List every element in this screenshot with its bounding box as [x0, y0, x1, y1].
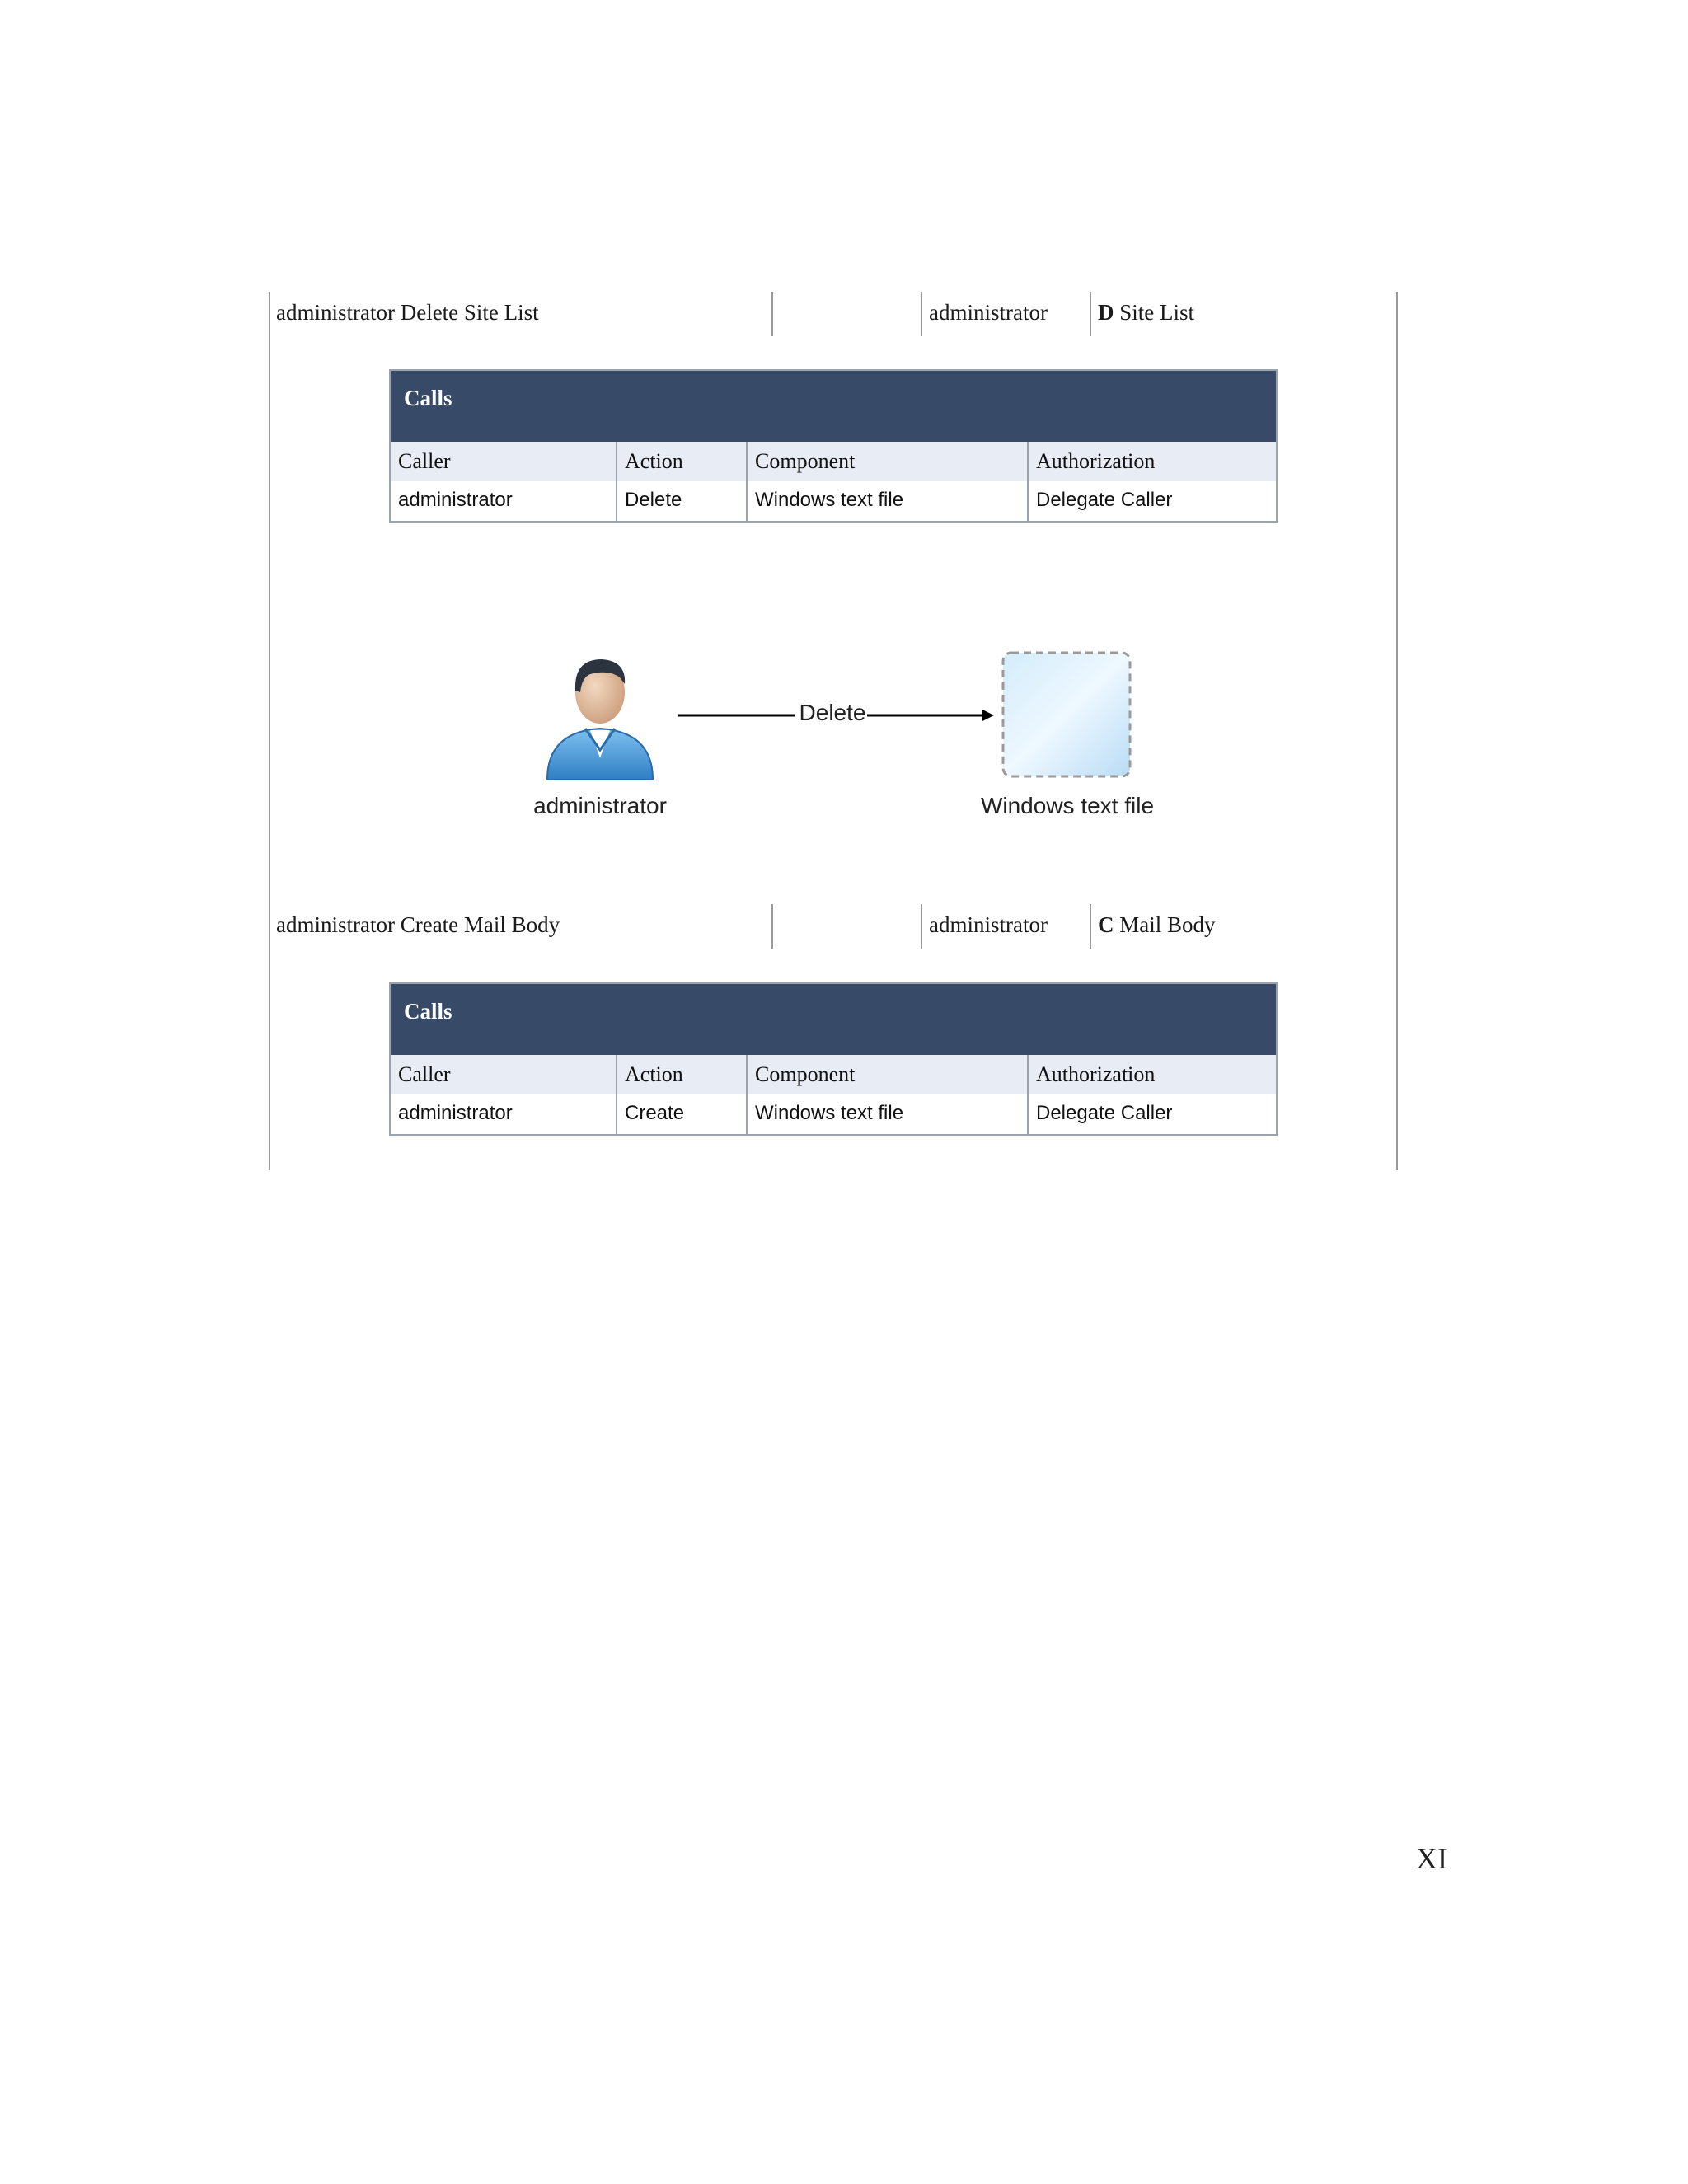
- row-caller: administrator: [929, 300, 1048, 325]
- row-separator: [771, 904, 773, 949]
- cell-authorization: Delegate Caller: [1027, 1094, 1276, 1134]
- row-separator: [1090, 292, 1091, 336]
- cell-action: Delete: [616, 481, 746, 521]
- code-letter: C: [1098, 912, 1114, 937]
- row-code: [1098, 300, 1194, 326]
- row-separator: [921, 292, 922, 336]
- column-header-authorization: Authorization: [1027, 1055, 1276, 1094]
- row-description: administrator Create Mail Body: [276, 912, 560, 937]
- row-caller: administrator: [929, 912, 1048, 937]
- row-separator: [771, 292, 773, 336]
- call-diagram: [511, 626, 1220, 832]
- calls-table-title: Calls: [391, 371, 1276, 442]
- actor-label: administrator: [533, 793, 667, 818]
- cell-component: Windows text file: [746, 1094, 1027, 1134]
- cell-action: Create: [616, 1094, 746, 1134]
- column-header-component: Component: [746, 1055, 1027, 1094]
- calls-table: [389, 369, 1278, 523]
- column-header-action: Action: [616, 1055, 746, 1094]
- column-header-action: Action: [616, 442, 746, 481]
- column-header-caller: Caller: [391, 442, 616, 481]
- calls-table-title: Calls: [391, 984, 1276, 1055]
- calls-table-grid: [391, 1055, 1276, 1134]
- code-target: Mail Body: [1119, 912, 1216, 937]
- frame-right-border: [1396, 292, 1398, 1170]
- frame-left-border: [269, 292, 270, 1170]
- calls-table: [389, 982, 1278, 1136]
- page-number: XI: [1416, 1842, 1447, 1875]
- user-icon: [547, 659, 653, 780]
- cell-caller: administrator: [391, 1094, 616, 1134]
- row-separator: [1090, 904, 1091, 949]
- cell-authorization: Delegate Caller: [1027, 481, 1276, 521]
- cell-component: Windows text file: [746, 481, 1027, 521]
- calls-table-grid: [391, 442, 1276, 521]
- row-description: administrator Delete Site List: [276, 300, 539, 325]
- code-target: Site List: [1119, 300, 1195, 325]
- target-label: Windows text file: [980, 793, 1155, 818]
- file-component-icon: [1003, 653, 1130, 776]
- column-header-component: Component: [746, 442, 1027, 481]
- column-header-caller: Caller: [391, 1055, 616, 1094]
- edge-label: Delete: [799, 700, 866, 725]
- cell-caller: administrator: [391, 481, 616, 521]
- row-separator: [921, 904, 922, 949]
- column-header-authorization: Authorization: [1027, 442, 1276, 481]
- row-code: [1098, 912, 1216, 938]
- code-letter: D: [1098, 300, 1114, 325]
